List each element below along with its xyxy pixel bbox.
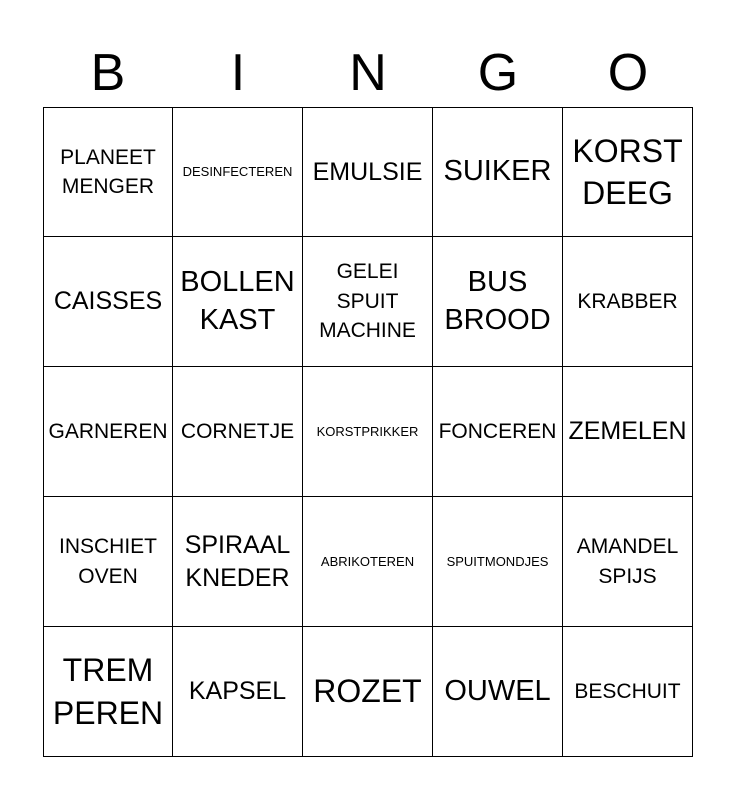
header-letter-g: G — [477, 44, 519, 102]
bingo-cell[interactable]: CORNETJE — [173, 367, 303, 497]
bingo-cell[interactable]: PLANEET MENGER — [43, 107, 173, 237]
header-letter-n: N — [349, 44, 387, 102]
bingo-cell[interactable]: KORSTPRIKKER — [303, 367, 433, 497]
header-letter-b: B — [90, 44, 126, 102]
bingo-cell[interactable]: SUIKER — [433, 107, 563, 237]
bingo-cell[interactable]: TREM PEREN — [43, 627, 173, 757]
bingo-cell[interactable]: BUS BROOD — [433, 237, 563, 367]
bingo-board — [43, 107, 693, 757]
bingo-cell[interactable]: EMULSIE — [303, 107, 433, 237]
bingo-cell[interactable]: FONCEREN — [433, 367, 563, 497]
bingo-cell[interactable]: KAPSEL — [173, 627, 303, 757]
bingo-cell[interactable]: ROZET — [303, 627, 433, 757]
bingo-cell[interactable]: SPIRAAL KNEDER — [173, 497, 303, 627]
bingo-cell[interactable]: AMANDEL SPIJS — [563, 497, 693, 627]
bingo-header — [43, 40, 693, 106]
header-letter-i: I — [230, 44, 246, 102]
bingo-cell[interactable]: INSCHIET OVEN — [43, 497, 173, 627]
bingo-cell[interactable]: CAISSES — [43, 237, 173, 367]
bingo-cell[interactable]: KRABBER — [563, 237, 693, 367]
bingo-cell[interactable]: DESINFECTEREN — [173, 107, 303, 237]
bingo-cell[interactable]: ZEMELEN — [563, 367, 693, 497]
bingo-cell[interactable]: BOLLEN KAST — [173, 237, 303, 367]
bingo-cell[interactable]: SPUITMONDJES — [433, 497, 563, 627]
bingo-cell[interactable]: GELEI SPUIT MACHINE — [303, 237, 433, 367]
bingo-cell[interactable]: GARNEREN — [43, 367, 173, 497]
bingo-cell[interactable]: KORST DEEG — [563, 107, 693, 237]
header-letter-o: O — [607, 44, 649, 102]
bingo-cell[interactable]: BESCHUIT — [563, 627, 693, 757]
bingo-cell[interactable]: OUWEL — [433, 627, 563, 757]
bingo-cell[interactable]: ABRIKOTEREN — [303, 497, 433, 627]
